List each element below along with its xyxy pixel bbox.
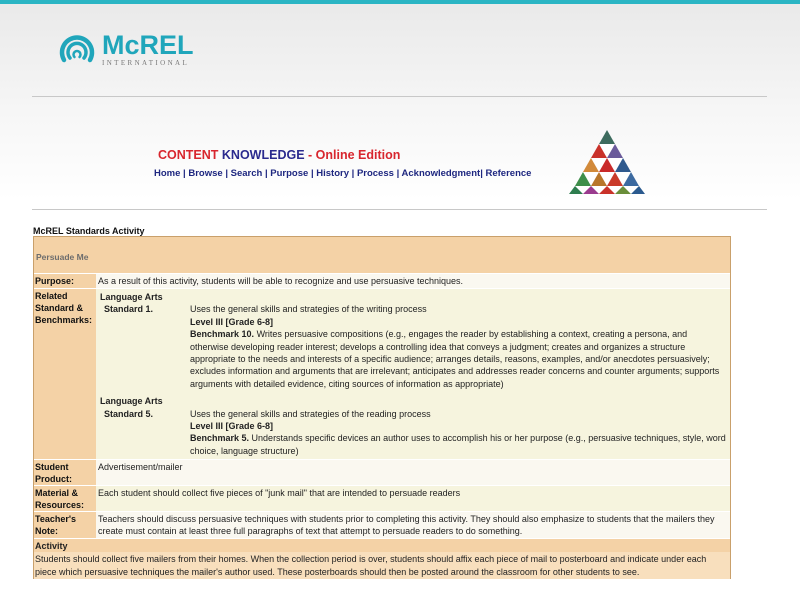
nav-purpose[interactable]: Purpose — [270, 168, 309, 179]
logo-subtitle: INTERNATIONAL — [102, 58, 190, 67]
purpose-label: Purpose: — [34, 274, 96, 288]
site-banner — [158, 148, 400, 162]
standard-subject: Language Arts — [100, 292, 163, 302]
materials-row — [34, 486, 730, 512]
related-label: Related Standard & Benchmarks: — [34, 289, 96, 459]
standard-text: Uses the general skills and strategies of the reading process — [190, 408, 431, 419]
nav-reference[interactable]: Reference — [485, 168, 532, 179]
purpose-text: As a result of this activity, students will be able to recognize and use persuasive techniques. — [96, 274, 730, 288]
header-divider — [32, 96, 767, 97]
activity-label: Activity — [34, 539, 730, 552]
benchmark-label: Benchmark 10. — [190, 329, 255, 340]
standard-text: Uses the general skills and strategies of the writing process — [190, 304, 427, 315]
nav-home[interactable]: Home — [154, 168, 181, 179]
standards-row — [34, 289, 730, 460]
activity-table — [33, 236, 731, 579]
pyramid-mosaic-image — [567, 128, 647, 196]
standards-list — [96, 289, 730, 459]
main-nav: Home | Browse | Search | Purpose | History | Process | Acknowledgment| Reference — [154, 168, 532, 179]
top-accent-bar — [0, 0, 800, 4]
activity-title: Persuade Me — [34, 237, 730, 274]
materials-text: Each student should collect five pieces of "junk mail" that are intended to persuade readers — [96, 486, 730, 511]
note-label: Teacher's Note: — [34, 512, 96, 538]
level-label: Level III [Grade 6-8] — [190, 316, 274, 327]
purpose-row — [34, 274, 730, 289]
product-row — [34, 460, 730, 486]
benchmark-label: Benchmark 5. — [190, 433, 250, 444]
nav-acknowledgment[interactable]: Acknowledgment — [401, 168, 481, 179]
banner-knowledge: KNOWLEDGE — [221, 148, 305, 162]
standard-label: Standard 5. — [104, 408, 154, 419]
nav-search[interactable]: Search — [230, 168, 263, 179]
mcrel-logo-icon — [58, 30, 96, 68]
nav-browse[interactable]: Browse — [188, 168, 223, 179]
benchmark-text: Writes persuasive compositions (e.g., engages the reader by establishing a context, creating a persona, and otherwise developing reader interest; develops a controlling idea that conveys a judgment; creates and organizes a structure appropriate to the needs and interests of a specific audience; arranges details, reasons, examples, and/or anecdotes persuasively; excludes information and arguments that are irrelevant; anticipates and addresses reader concerns and counter arguments; supports arguments with detailed evidence, citing sources of information as appropriate) — [190, 329, 720, 389]
logo-name: McREL — [102, 29, 194, 60]
product-label: Student Product: — [34, 460, 96, 485]
mcrel-logo[interactable] — [58, 28, 198, 70]
level-label: Level III [Grade 6-8] — [190, 421, 274, 432]
banner-divider — [32, 209, 767, 210]
activity-text: Students should collect five mailers from their homes. When the collection period is over, students should affix each piece of mail to posterboard and indicate under each piece which persuasive techniques the mailer's author used. These posterboards should then be posted around the classroom for other students to see. — [34, 552, 730, 579]
standard-label: Standard 1. — [104, 304, 154, 315]
note-text: Teachers should discuss persuasive techniques with students prior to completing this activity. They should also emphasize to students that the mailers they create must contain at least three full paragraphs of text that attempt to persuade readers to do something. — [96, 512, 730, 538]
nav-process[interactable]: Process — [356, 168, 394, 179]
materials-label: Material & Resources: — [34, 486, 96, 511]
nav-history[interactable]: History — [316, 168, 349, 179]
banner-edition: - Online Edition — [304, 148, 401, 162]
benchmark-text: Understands specific devices an author uses to accomplish his or her purpose (e.g., persuasive techniques, style, word choice, language structure) — [190, 433, 726, 456]
product-text: Advertisement/mailer — [96, 460, 730, 485]
banner-content: CONTENT — [158, 148, 222, 162]
standard-subject: Language Arts — [100, 396, 163, 407]
section-title: McREL Standards Activity — [33, 226, 145, 236]
note-row — [34, 512, 730, 539]
